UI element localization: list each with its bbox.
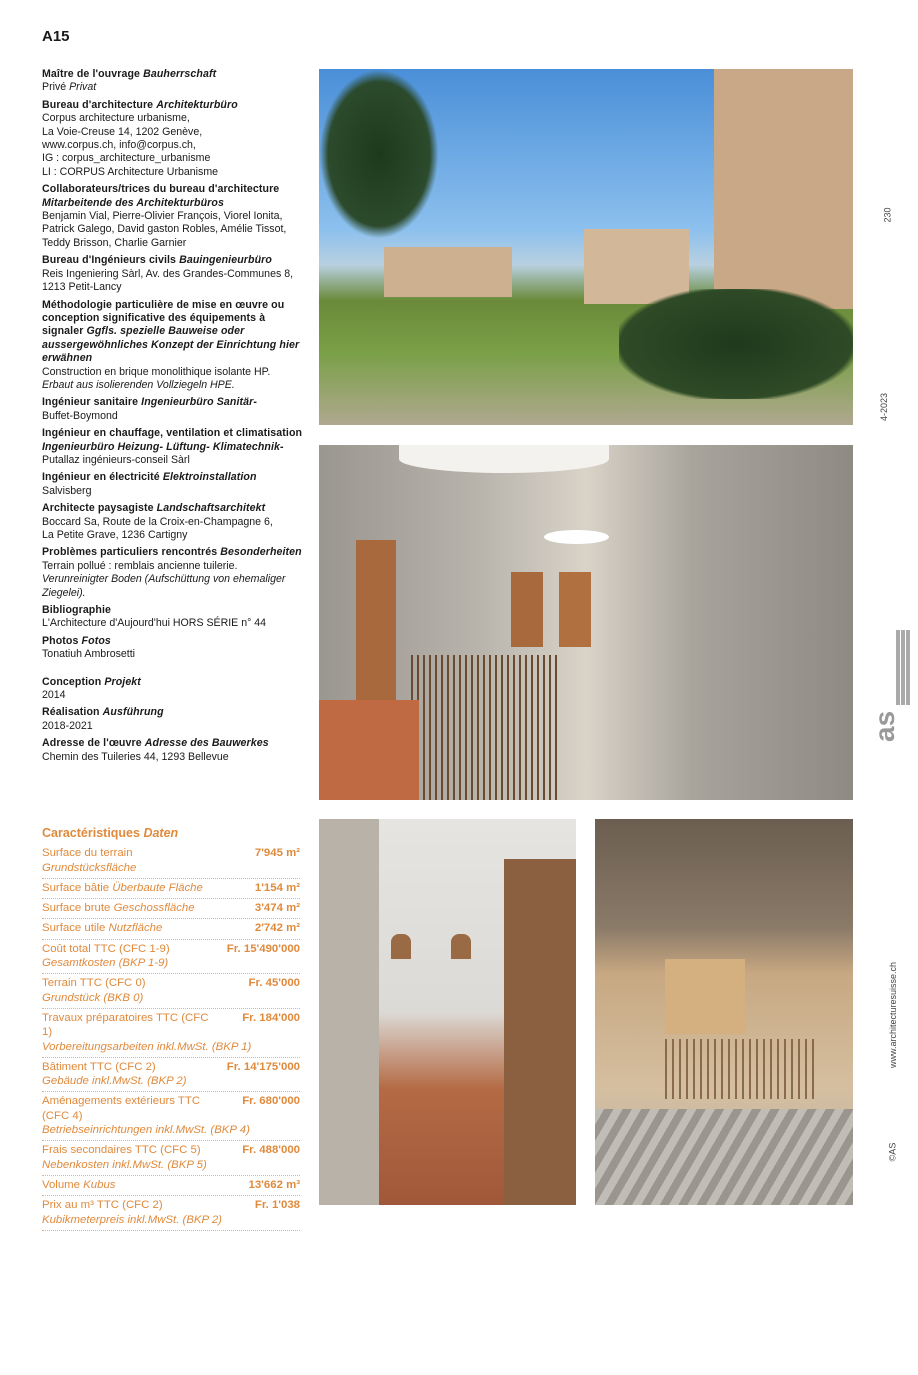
credit-section: [42, 604, 304, 631]
heading-de: Ingenieurbüro Sanitär-: [141, 396, 257, 409]
credit-heading: [42, 254, 304, 267]
credit-text: La Voie-Creuse 14, 1202 Genève,: [42, 125, 203, 138]
heading-de: Besonderheiten: [220, 546, 302, 559]
heading-de: Landschaftsarchitekt: [156, 502, 266, 515]
row-label-fr: Surface utile: [42, 922, 106, 935]
website-url[interactable]: www.architecturesuisse.ch: [888, 961, 899, 1069]
credit-heading: [42, 635, 304, 648]
credit-section: [42, 676, 304, 703]
credit-section: [42, 68, 304, 95]
credit-text: 1213 Petit-Lancy: [42, 281, 122, 294]
heading-fr: Collaborateurs/trices du bureau d'architecture: [42, 183, 280, 196]
row-label-de: Überbaute Fläche: [112, 881, 203, 894]
credit-heading: [42, 99, 304, 112]
credit-heading: [42, 676, 304, 689]
credit-text: LI : CORPUS Architecture Urbanisme: [42, 165, 219, 178]
row-value: 13'662 m³: [248, 1178, 300, 1191]
credit-heading: [42, 68, 304, 81]
row-value: Fr. 184'000: [242, 1011, 300, 1024]
row-label-fr: Prix au m³ TTC (CFC 2): [42, 1199, 163, 1212]
credit-text: Chemin des Tuileries 44, 1293 Bellevue: [42, 750, 229, 763]
photo-stairwell: [319, 445, 853, 800]
heading-de: Bauingenieurbüro: [179, 254, 272, 267]
heading-de: Fotos: [81, 634, 111, 647]
row-label-de: Grundstücksfläche: [42, 861, 137, 874]
credit-section: [42, 706, 304, 733]
table-row: [42, 1176, 300, 1196]
credit-section: [42, 471, 304, 498]
credit-section: [42, 546, 304, 600]
row-label-de: Geschossfläche: [113, 902, 195, 915]
credit-section: [42, 635, 304, 662]
heading-fr: Architecte paysagiste: [42, 502, 154, 515]
credit-heading: [42, 183, 304, 210]
row-value: 1'154 m²: [254, 881, 300, 894]
credit-section: [42, 502, 304, 542]
credit-text: www.corpus.ch, info@corpus.ch,: [42, 139, 196, 152]
heading-de: Architekturbüro: [156, 98, 238, 111]
row-value: 2'742 m²: [254, 922, 300, 935]
credit-text: Boccard Sa, Route de la Croix-en-Champagne 6,: [42, 515, 273, 528]
credit-heading: [42, 299, 304, 366]
table-row: [42, 1058, 300, 1093]
credit-heading: [42, 427, 304, 454]
credit-text: Privé: [42, 81, 67, 94]
heading-fr: Bureau d'architecture: [42, 98, 154, 111]
credit-heading: [42, 502, 304, 515]
row-label-de: Grundstück (BKB 0): [42, 991, 144, 1004]
credit-section: [42, 99, 304, 179]
row-label-fr: Frais secondaires TTC (CFC 5): [42, 1144, 201, 1157]
row-value: 7'945 m²: [254, 847, 300, 860]
credit-section: [42, 427, 304, 467]
heading-fr: Conception: [42, 675, 102, 688]
credit-text: La Petite Grave, 1236 Cartigny: [42, 529, 188, 541]
row-label-de: Nutzfläche: [108, 922, 163, 935]
row-value: Fr. 15'490'000: [226, 942, 300, 955]
row-label-de: Nebenkosten inkl.MwSt. (BKP 5): [42, 1158, 207, 1171]
heading-de: Adresse des Bauwerkes: [144, 737, 269, 750]
heading-de: Ingenieurbüro Heizung- Lüftung- Klimatechnik-: [42, 440, 284, 453]
project-credits: [42, 68, 304, 768]
row-label-fr: Coût total TTC (CFC 1-9): [42, 942, 170, 955]
heading-de: Mitarbeitende des Architekturbüros: [42, 196, 224, 209]
row-label-fr: Surface du terrain: [42, 847, 133, 860]
credit-text: Salvisberg: [42, 484, 92, 497]
credit-section: [42, 396, 304, 423]
credit-section: [42, 254, 304, 294]
credit-section: [42, 299, 304, 393]
credit-text: Patrick Galego, David gaston Robles, Amélie Tissot,: [42, 223, 287, 236]
table-title: [42, 826, 300, 840]
credit-text: Benjamin Vial, Pierre-Olivier François, Viorel Ionita,: [42, 210, 283, 223]
row-label-de: Kubus: [83, 1178, 116, 1191]
credit-text: Buffet-Boymond: [42, 409, 118, 422]
heading-fr: Ingénieur en chauffage, ventilation et climatisation: [42, 427, 303, 440]
project-data-table: [42, 826, 300, 1231]
row-value: Fr. 14'175'000: [226, 1060, 300, 1073]
table-row: [42, 1092, 300, 1141]
table-row: [42, 844, 300, 879]
row-label-fr: Bâtiment TTC (CFC 2): [42, 1060, 156, 1073]
heading-fr: Ingénieur sanitaire: [42, 396, 139, 409]
page-number: A15: [42, 28, 70, 45]
heading-de: Elektroinstallation: [162, 471, 257, 484]
credit-text: 2018-2021: [42, 719, 93, 732]
heading-fr: Adresse de l'œuvre: [42, 737, 142, 750]
row-label-fr: Surface bâtie: [42, 881, 110, 894]
row-label-de: Gebäude inkl.MwSt. (BKP 2): [42, 1075, 187, 1088]
row-value: 3'474 m²: [254, 902, 300, 915]
credit-text: Terrain pollué : remblais ancienne tuilerie.: [42, 559, 238, 572]
heading-de: Ggfls. spezielle Bauweise oder aussergewöhnliches Konzept der Einrichtung hier erwähnen: [42, 325, 300, 365]
credit-section: [42, 737, 304, 764]
table-row: [42, 1141, 300, 1176]
credit-text: Tonatiuh Ambrosetti: [42, 648, 136, 661]
credit-text: 2014: [42, 689, 66, 702]
row-label-de: Vorbereitungsarbeiten inkl.MwSt. (BKP 1): [42, 1040, 252, 1053]
heading-fr: Bureau d'Ingénieurs civils: [42, 254, 177, 267]
credit-heading: [42, 706, 304, 719]
credit-text-de: Privat: [69, 81, 97, 94]
credit-heading: [42, 737, 304, 750]
row-label-de: Betriebseinrichtungen inkl.MwSt. (BKP 4): [42, 1124, 250, 1137]
table-row: [42, 919, 300, 939]
photo-balcony: [595, 819, 853, 1205]
credit-text: Construction en brique monolithique isolante HP.: [42, 365, 271, 378]
credit-text: Reis Ingeniering Sàrl, Av. des Grandes-Communes 8,: [42, 267, 294, 280]
row-label-de: Kubikmeterpreis inkl.MwSt. (BKP 2): [42, 1213, 222, 1226]
credit-heading: [42, 546, 304, 559]
photo-interior-corridor: [319, 819, 576, 1205]
architecture-suisse-logo: [872, 630, 912, 745]
row-label-fr: Travaux préparatoires TTC (CFC 1): [42, 1011, 209, 1039]
table-row: [42, 940, 300, 975]
heading-fr: Bibliographie: [42, 604, 111, 617]
credit-text: Teddy Brisson, Charlie Garnier: [42, 236, 187, 249]
heading-fr: Méthodologie particulière de mise en œuvre ou conception significative des équipements à signaler: [42, 298, 285, 338]
credit-heading: [42, 471, 304, 484]
title-fr: Caractéristiques: [42, 826, 140, 840]
row-value: Fr. 488'000: [242, 1144, 300, 1157]
heading-fr: Photos: [42, 634, 79, 647]
credit-heading: [42, 396, 304, 409]
page-number-side: 230: [882, 207, 893, 223]
table-row: [42, 1196, 300, 1231]
table-row: [42, 899, 300, 919]
credit-text: L'Architecture d'Aujourd'hui HORS SÉRIE n° 44: [42, 617, 267, 630]
heading-fr: Maître de l'ouvrage: [42, 68, 141, 80]
credit-section: [42, 183, 304, 250]
title-de: Daten: [143, 826, 179, 840]
row-value: Fr. 680'000: [242, 1095, 300, 1108]
table-row: [42, 879, 300, 899]
heading-fr: Ingénieur en électricité: [42, 471, 160, 484]
row-value: Fr. 45'000: [248, 977, 300, 990]
credit-text-de: Erbaut aus isolierenden Vollziegeln HPE.: [42, 378, 235, 391]
credit-text: Putallaz ingénieurs-conseil Sàrl: [42, 453, 190, 466]
credit-text: Corpus architecture urbanisme,: [42, 112, 190, 125]
heading-fr: Réalisation: [42, 706, 100, 719]
table-row: [42, 1009, 300, 1058]
table-row: [42, 974, 300, 1009]
heading-de: Bauherrschaft: [143, 68, 217, 80]
copyright: ©AS: [887, 1142, 898, 1162]
issue-number: 4-2023: [879, 392, 890, 422]
photo-exterior-housing: [319, 69, 853, 425]
heading-fr: Problèmes particuliers rencontrés: [42, 546, 218, 559]
credit-heading: [42, 604, 304, 617]
credit-text: IG : corpus_architecture_urbanisme: [42, 152, 211, 165]
row-label-fr: Volume: [42, 1178, 80, 1191]
svg-text:as: as: [872, 710, 900, 742]
row-label-de: Gesamtkosten (BKP 1-9): [42, 957, 169, 970]
row-label-fr: Surface brute: [42, 902, 111, 915]
credit-text-de: Verunreinigter Boden (Aufschüttung von ehemaliger Ziegelei).: [42, 573, 286, 599]
heading-de: Ausführung: [102, 706, 164, 719]
row-value: Fr. 1'038: [254, 1199, 300, 1212]
heading-de: Projekt: [104, 675, 141, 688]
row-label-fr: Aménagements extérieurs TTC (CFC 4): [42, 1095, 201, 1122]
row-label-fr: Terrain TTC (CFC 0): [42, 977, 146, 990]
